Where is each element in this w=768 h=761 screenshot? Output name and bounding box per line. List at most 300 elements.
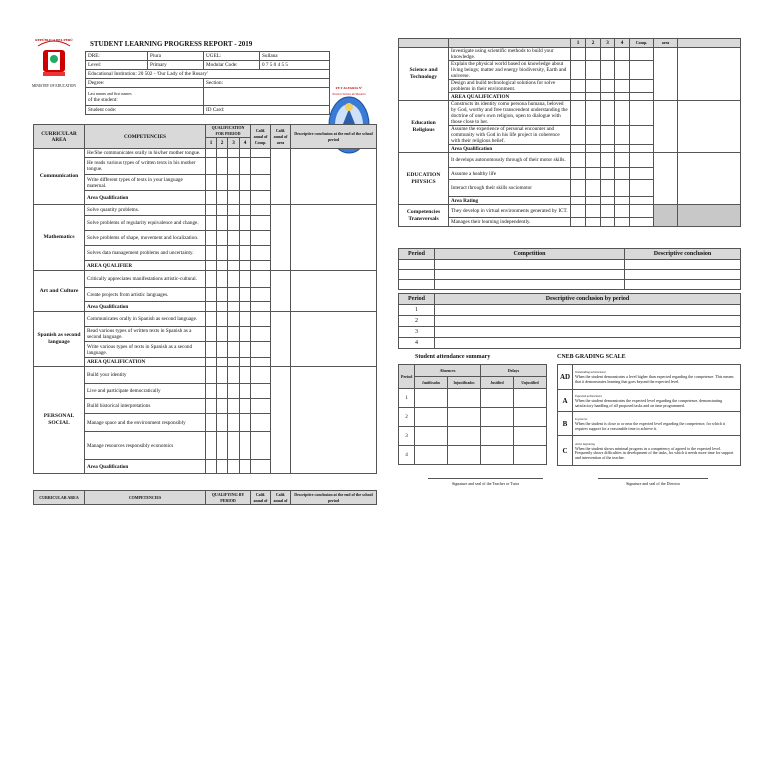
- annual-comp-cell[interactable]: [251, 158, 271, 175]
- grade-cell-period-2[interactable]: [586, 126, 601, 145]
- annual-area-cell[interactable]: [271, 312, 291, 367]
- annual-comp-cell[interactable]: [251, 205, 271, 216]
- grade-cell-period-3[interactable]: [601, 180, 615, 197]
- att-cell[interactable]: [481, 427, 514, 446]
- annual-comp-cell[interactable]: [251, 384, 271, 399]
- grade-cell-period-2[interactable]: [217, 342, 228, 358]
- att-cell[interactable]: [415, 408, 448, 427]
- comp-period-hdr: Period: [399, 249, 435, 260]
- grade-cell-period-2[interactable]: [217, 367, 228, 384]
- grade-cell-period-2[interactable]: [586, 205, 601, 218]
- grade-cell-period-3[interactable]: [228, 384, 240, 399]
- grade-cell-period-1[interactable]: [571, 168, 586, 180]
- annual-comp-cell[interactable]: [251, 327, 271, 342]
- comp-cell[interactable]: [625, 280, 741, 290]
- grade-cell-period-4[interactable]: [240, 216, 251, 231]
- grade-cell-period-3[interactable]: [601, 153, 615, 168]
- grading-scale-table: [557, 364, 741, 466]
- grade-cell-period-1[interactable]: [206, 205, 217, 216]
- science-rows: [399, 48, 741, 101]
- annual-comp-cell[interactable]: [251, 271, 271, 288]
- rhdr-blank-desc: [678, 39, 741, 48]
- annual-comp-cell[interactable]: [251, 175, 271, 191]
- grade-cell-period-1[interactable]: [571, 218, 586, 227]
- grade-cell-period-3[interactable]: [228, 261, 240, 271]
- grade-cell-period-4[interactable]: [240, 460, 251, 474]
- grade-cell-period-3[interactable]: [601, 80, 615, 93]
- grade-cell-period-2[interactable]: [217, 246, 228, 261]
- att-cell[interactable]: [481, 389, 514, 408]
- descriptive-conclusion-cell[interactable]: [291, 367, 377, 474]
- grade-cell-period-2[interactable]: [586, 197, 601, 205]
- grade-cell-period-4[interactable]: [615, 205, 630, 218]
- annual-comp-cell[interactable]: [630, 48, 654, 61]
- grade-cell-period-4[interactable]: [615, 145, 630, 153]
- grade-cell-period-3[interactable]: [228, 302, 240, 312]
- att-cell[interactable]: [481, 408, 514, 427]
- grade-cell-period-4[interactable]: [240, 175, 251, 191]
- grade-cell-period-3[interactable]: [228, 231, 240, 246]
- annual-comp-cell[interactable]: [251, 191, 271, 205]
- att-cell[interactable]: [514, 427, 547, 446]
- period-conclusion-cell[interactable]: [435, 327, 741, 338]
- grade-cell-period-4[interactable]: [240, 358, 251, 367]
- descriptive-conclusion-cell[interactable]: [291, 205, 377, 271]
- hdr-competencies: COMPETENCIES: [85, 125, 206, 149]
- grade-cell-period-1[interactable]: [571, 197, 586, 205]
- grade-cell-period-4[interactable]: [240, 158, 251, 175]
- grade-cell-period-1[interactable]: [571, 80, 586, 93]
- grade-cell-period-4[interactable]: [615, 218, 630, 227]
- grade-cell-period-3[interactable]: [228, 432, 240, 460]
- grade-cell-period-1[interactable]: [206, 460, 217, 474]
- grade-text-b: When the student is close to or near the expected level regarding the competence, for which it requires support for a reasonable time to achieve it.: [575, 420, 726, 431]
- grade-cell-period-3[interactable]: [601, 48, 615, 61]
- period-conclusion-cell[interactable]: [435, 316, 741, 327]
- att-delays-hdr: Delays: [481, 365, 547, 377]
- grade-cell-period-3[interactable]: [228, 246, 240, 261]
- footer-descriptive: Descriptive conclusion at the end of the school period: [291, 491, 377, 505]
- att-cell[interactable]: [448, 389, 481, 408]
- area-name-spanish: Spanish as second language: [34, 312, 85, 367]
- grade-cell-period-3[interactable]: [228, 149, 240, 158]
- grade-cell-period-2[interactable]: [217, 414, 228, 432]
- descriptive-conclusion-cell[interactable]: [678, 48, 741, 101]
- grade-cell-period-3[interactable]: [601, 205, 615, 218]
- annual-comp-cell[interactable]: [630, 168, 654, 180]
- grade-cell-period-1[interactable]: [206, 367, 217, 384]
- attendance-title: Student attendance summary: [415, 354, 491, 360]
- period-row-1: 1: [399, 305, 435, 316]
- grade-cell-period-2[interactable]: [217, 302, 228, 312]
- area-name-personal: PERSONAL SOCIAL: [34, 367, 85, 474]
- comp-cell[interactable]: [435, 260, 625, 270]
- grade-cell-period-2[interactable]: [586, 168, 601, 180]
- grade-cell-period-2[interactable]: [217, 288, 228, 302]
- descriptive-conclusion-cell[interactable]: [678, 205, 741, 227]
- annual-comp-cell[interactable]: [630, 101, 654, 126]
- grade-cell-period-4[interactable]: [240, 271, 251, 288]
- area-name-math: Mathematics: [34, 205, 85, 271]
- grade-cell-period-2[interactable]: [217, 149, 228, 158]
- grade-cell-period-4[interactable]: [240, 367, 251, 384]
- grade-cell-period-1[interactable]: [206, 384, 217, 399]
- competency-text: He/She communicates orally in his/her mother tongue.: [85, 149, 206, 158]
- grade-cell-period-3[interactable]: [601, 197, 615, 205]
- competency-row: [34, 312, 377, 327]
- grade-cell-period-1[interactable]: [571, 101, 586, 126]
- grade-cell-period-2[interactable]: [217, 460, 228, 474]
- period-conclusion-cell[interactable]: [435, 305, 741, 316]
- grade-cell-period-2[interactable]: [586, 101, 601, 126]
- grade-tag-a: Expected achievement: [575, 393, 602, 398]
- period-row-4: 4: [399, 338, 435, 349]
- grade-cell-period-3[interactable]: [601, 145, 615, 153]
- grade-cell-period-3[interactable]: [228, 288, 240, 302]
- grade-cell-period-4[interactable]: [240, 327, 251, 342]
- grade-cell-period-1[interactable]: [206, 358, 217, 367]
- grade-cell-period-3[interactable]: [228, 175, 240, 191]
- competency-row: [34, 367, 377, 384]
- footer-area: CURRICULAR AREA: [34, 491, 85, 505]
- grade-tag-ad: Outstanding achievement: [575, 370, 606, 375]
- comp-cell[interactable]: [399, 260, 435, 270]
- att-period-hdr: Period: [399, 365, 415, 389]
- annual-area-cell[interactable]: [654, 205, 678, 227]
- annual-comp-cell[interactable]: [251, 216, 271, 231]
- grade-cell-period-1[interactable]: [571, 153, 586, 168]
- competency-text: Assume the experience of personal encounter and community with God in his life project in coherence with their religious belief.: [449, 126, 571, 145]
- area-name-art: Art and Culture: [34, 271, 85, 312]
- area-name-science: Science and Technology: [399, 48, 449, 101]
- att-cell[interactable]: [514, 446, 547, 465]
- grade-cell-period-2[interactable]: [217, 158, 228, 175]
- annual-area-cell[interactable]: [654, 153, 678, 205]
- grade-cell-period-4[interactable]: [615, 153, 630, 168]
- student-info-table: [85, 51, 330, 115]
- grade-cell-period-3[interactable]: [228, 327, 240, 342]
- grade-cell-period-3[interactable]: [228, 312, 240, 327]
- footer-calif-area: Calif. anual of: [271, 491, 291, 505]
- annual-comp-cell[interactable]: [630, 126, 654, 145]
- level-label: Level:: [86, 61, 148, 70]
- grade-cell-period-2[interactable]: [586, 180, 601, 197]
- grade-cell-period-4[interactable]: [240, 432, 251, 460]
- att-cell[interactable]: [415, 389, 448, 408]
- annual-comp-cell[interactable]: [251, 288, 271, 302]
- rhdr-comp: Comp.: [630, 39, 654, 48]
- area-qualification-label: Area Qualification: [85, 460, 206, 474]
- degree-label: Degree:: [86, 79, 204, 88]
- competency-row: [399, 48, 741, 61]
- grade-cell-period-4[interactable]: [615, 197, 630, 205]
- grade-cell-period-2[interactable]: [586, 218, 601, 227]
- grade-cell-period-2[interactable]: [586, 93, 601, 101]
- annual-comp-cell[interactable]: [630, 80, 654, 93]
- grade-cell-period-1[interactable]: [571, 205, 586, 218]
- grade-cell-period-2[interactable]: [586, 80, 601, 93]
- grade-cell-period-2[interactable]: [217, 191, 228, 205]
- grade-cell-period-4[interactable]: [240, 312, 251, 327]
- level-value: Primary: [148, 61, 204, 70]
- grade-desc-c: [573, 436, 741, 466]
- competency-text: Communicates orally in Spanish as second language.: [85, 312, 206, 327]
- comp-cell[interactable]: [625, 260, 741, 270]
- att-cell[interactable]: [415, 446, 448, 465]
- grade-cell-period-2[interactable]: [586, 48, 601, 61]
- grade-cell-period-3[interactable]: [228, 342, 240, 358]
- hdr-qualification: QUALIFICATION FOR PERIOD: [206, 125, 251, 138]
- hdr-calif-comp: Calif. anual of Comp.: [251, 125, 271, 149]
- grade-cell-period-4[interactable]: [240, 399, 251, 414]
- grade-cell-period-2[interactable]: [217, 399, 228, 414]
- grade-cell-period-2[interactable]: [217, 432, 228, 460]
- rhdr-area: area: [654, 39, 678, 48]
- grade-cell-period-3[interactable]: [601, 93, 615, 101]
- grade-cell-period-4[interactable]: [615, 180, 630, 197]
- att-cell[interactable]: [448, 408, 481, 427]
- grade-cell-period-3[interactable]: [601, 218, 615, 227]
- ugel-label: UGEL:: [204, 52, 260, 61]
- annual-comp-cell[interactable]: [630, 61, 654, 80]
- comp-competition-hdr: Competition: [435, 249, 625, 260]
- annual-comp-cell[interactable]: [251, 432, 271, 460]
- area-qualification-label: AREA QUALIFICATION: [449, 93, 571, 101]
- annual-comp-cell[interactable]: [251, 367, 271, 384]
- competency-text: Explain the physical world based on knowledge about living beings; matter and energy biodiversity, Earth and universe.: [449, 61, 571, 80]
- att-cell[interactable]: [415, 427, 448, 446]
- grade-cell-period-4[interactable]: [615, 168, 630, 180]
- att-row-4: 4: [399, 446, 415, 465]
- annual-comp-cell[interactable]: [630, 205, 654, 218]
- left-grades-table: [33, 124, 377, 474]
- footer-calif-comp: Calif. anual of: [251, 491, 271, 505]
- competency-text: Solve problems of shape, movement and localization.: [85, 231, 206, 246]
- annual-comp-cell[interactable]: [251, 414, 271, 432]
- grade-cell-period-4[interactable]: [240, 149, 251, 158]
- grade-cell-period-3[interactable]: [601, 168, 615, 180]
- grade-cell-period-4[interactable]: [240, 231, 251, 246]
- annual-comp-cell[interactable]: [630, 145, 654, 153]
- grade-text-a: When the student demonstrates the expected level regarding the competence, demonstrating satisfactory handling of all proposed tasks and on time programmed.: [575, 397, 723, 408]
- annual-comp-cell[interactable]: [251, 342, 271, 358]
- grade-cell-period-1[interactable]: [206, 175, 217, 191]
- footer-competencies: COMPETENCIES: [85, 491, 206, 505]
- grade-cell-period-4[interactable]: [615, 48, 630, 61]
- annual-area-cell[interactable]: [271, 367, 291, 474]
- grade-cell-period-1[interactable]: [206, 158, 217, 175]
- grade-cell-period-1[interactable]: [571, 180, 586, 197]
- grade-cell-period-3[interactable]: [228, 191, 240, 205]
- comp-descriptive-hdr: Descriptive conclusion: [625, 249, 741, 260]
- grade-cell-period-4[interactable]: [240, 414, 251, 432]
- grade-desc-a: [573, 390, 741, 412]
- grade-cell-period-1[interactable]: [206, 271, 217, 288]
- grade-cell-period-3[interactable]: [601, 101, 615, 126]
- descriptive-conclusion-cell[interactable]: [291, 271, 377, 312]
- competency-text: Constructs its identity como persona humana, beloved by God, worthy and free transcendent understanding the doctrine of one's own religion, open to dialogue with those close to her.: [449, 101, 571, 126]
- grade-cell-period-2[interactable]: [586, 153, 601, 168]
- physics-rows: [399, 153, 741, 205]
- annual-comp-cell[interactable]: [630, 180, 654, 197]
- grade-cell-period-4[interactable]: [240, 342, 251, 358]
- grade-cell-period-1[interactable]: [206, 399, 217, 414]
- grade-cell-period-3[interactable]: [601, 61, 615, 80]
- grade-cell-period-2[interactable]: [217, 175, 228, 191]
- grade-cell-period-4[interactable]: [240, 205, 251, 216]
- att-unjustified-hdr: Unjustified: [514, 377, 547, 389]
- descriptive-conclusion-cell[interactable]: [678, 101, 741, 153]
- grade-cell-period-1[interactable]: [206, 149, 217, 158]
- grade-cell-period-4[interactable]: [615, 93, 630, 101]
- grade-cell-period-4[interactable]: [615, 61, 630, 80]
- grade-cell-period-1[interactable]: [206, 302, 217, 312]
- annual-comp-cell[interactable]: [251, 460, 271, 474]
- annual-comp-cell[interactable]: [630, 197, 654, 205]
- student-name-field[interactable]: [204, 88, 330, 106]
- grade-cell-period-4[interactable]: [615, 101, 630, 126]
- competency-text: Manages their learning independently.: [449, 218, 571, 227]
- annual-area-cell[interactable]: [271, 271, 291, 312]
- grade-cell-period-3[interactable]: [228, 367, 240, 384]
- hdr-period-4: 4: [240, 138, 251, 149]
- grade-cell-period-2[interactable]: [586, 145, 601, 153]
- annual-comp-cell[interactable]: [251, 261, 271, 271]
- att-unjustified-a-hdr: Injustificados: [448, 377, 481, 389]
- annual-comp-cell[interactable]: [251, 149, 271, 158]
- att-cell[interactable]: [448, 427, 481, 446]
- annual-comp-cell[interactable]: [630, 218, 654, 227]
- hdr-period-2: 2: [217, 138, 228, 149]
- descriptive-conclusion-cell[interactable]: [291, 312, 377, 367]
- att-cell[interactable]: [481, 446, 514, 465]
- grade-cell-period-3[interactable]: [228, 414, 240, 432]
- annual-comp-cell[interactable]: [251, 358, 271, 367]
- grade-cell-period-4[interactable]: [240, 261, 251, 271]
- grade-cell-period-3[interactable]: [601, 126, 615, 145]
- competency-text: Investigate using scientific methods to build your knowledge.: [449, 48, 571, 61]
- ministry-logo: [34, 36, 74, 90]
- grade-cell-period-2[interactable]: [217, 384, 228, 399]
- grade-cell-period-3[interactable]: [228, 399, 240, 414]
- annual-area-cell[interactable]: [271, 205, 291, 271]
- att-cell[interactable]: [448, 446, 481, 465]
- grade-cell-period-4[interactable]: [240, 288, 251, 302]
- grade-cell-period-4[interactable]: [240, 246, 251, 261]
- grade-cell-period-4[interactable]: [240, 191, 251, 205]
- grade-cell-period-1[interactable]: [206, 246, 217, 261]
- grade-cell-period-2[interactable]: [586, 61, 601, 80]
- annual-area-cell[interactable]: [654, 101, 678, 153]
- modular-value: 0 7 5 0 4 5 5: [260, 61, 330, 70]
- grade-cell-period-3[interactable]: [228, 460, 240, 474]
- grade-cell-period-1[interactable]: [206, 312, 217, 327]
- grade-desc-ad: [573, 365, 741, 390]
- att-cell[interactable]: [514, 408, 547, 427]
- annual-comp-cell[interactable]: [251, 246, 271, 261]
- competency-text: It develops autonomously through of their motor skills.: [449, 153, 571, 168]
- comp-cell[interactable]: [399, 270, 435, 280]
- grade-cell-period-4[interactable]: [240, 302, 251, 312]
- grade-cell-period-2[interactable]: [217, 216, 228, 231]
- competency-row: [34, 205, 377, 216]
- rhdr-blank-area: [399, 39, 449, 48]
- annual-area-cell[interactable]: [654, 48, 678, 101]
- grade-text-ad: When the student demonstrates a level higher than expected regarding the competence. This means that it demonstrates learning that goes beyond the expected level.: [575, 374, 734, 384]
- comp-cell[interactable]: [435, 280, 625, 290]
- grade-text-c: When the student shows minimal progress in a competency of agreed to the expected level. Frequently shows difficulties in development of the tasks, for which it needs more time for support and intervention of the teacher.: [575, 445, 734, 460]
- period-conclusion-cell[interactable]: [435, 338, 741, 349]
- competency-text: Build your identity: [85, 367, 206, 384]
- grade-letter-b: B: [558, 412, 573, 436]
- grade-cell-period-1[interactable]: [206, 216, 217, 231]
- grade-cell-period-1[interactable]: [206, 327, 217, 342]
- grade-cell-period-1[interactable]: [206, 414, 217, 432]
- grade-cell-period-3[interactable]: [228, 205, 240, 216]
- annual-comp-cell[interactable]: [251, 399, 271, 414]
- grade-cell-period-1[interactable]: [571, 48, 586, 61]
- grade-cell-period-2[interactable]: [217, 271, 228, 288]
- grade-cell-period-3[interactable]: [228, 216, 240, 231]
- grade-cell-period-2[interactable]: [217, 231, 228, 246]
- grade-cell-period-1[interactable]: [206, 191, 217, 205]
- att-justified2-hdr: Justified: [481, 377, 514, 389]
- competency-text: Write different types of texts in your language maternal.: [85, 175, 206, 191]
- area-qualification-label: Area Qualification: [85, 302, 206, 312]
- grade-cell-period-1[interactable]: [571, 145, 586, 153]
- grade-cell-period-1[interactable]: [206, 432, 217, 460]
- comp-cell[interactable]: [435, 270, 625, 280]
- grade-cell-period-2[interactable]: [217, 327, 228, 342]
- grade-cell-period-2[interactable]: [217, 312, 228, 327]
- att-row-2: 2: [399, 408, 415, 427]
- grade-cell-period-1[interactable]: [571, 61, 586, 80]
- annual-comp-cell[interactable]: [630, 153, 654, 168]
- grade-cell-period-1[interactable]: [206, 288, 217, 302]
- grade-cell-period-2[interactable]: [217, 358, 228, 367]
- descriptive-conclusion-cell[interactable]: [678, 153, 741, 205]
- grade-cell-period-3[interactable]: [228, 358, 240, 367]
- annual-comp-cell[interactable]: [251, 312, 271, 327]
- grade-cell-period-2[interactable]: [217, 261, 228, 271]
- grade-cell-period-1[interactable]: [571, 126, 586, 145]
- grade-cell-period-4[interactable]: [615, 126, 630, 145]
- grade-cell-period-2[interactable]: [217, 205, 228, 216]
- annual-comp-cell[interactable]: [630, 93, 654, 101]
- grade-cell-period-4[interactable]: [615, 80, 630, 93]
- hdr-period-1: 1: [206, 138, 217, 149]
- annual-area-cell[interactable]: [271, 149, 291, 205]
- descriptive-conclusion-cell[interactable]: [291, 149, 377, 205]
- area-name-religious: Education Religious: [399, 101, 449, 153]
- annual-comp-cell[interactable]: [251, 231, 271, 246]
- competency-text: Solve quantity problems.: [85, 205, 206, 216]
- att-cell[interactable]: [514, 389, 547, 408]
- spanish-rows: [34, 312, 377, 367]
- grade-cell-period-3[interactable]: [228, 271, 240, 288]
- grade-cell-period-1[interactable]: [206, 261, 217, 271]
- grade-cell-period-3[interactable]: [228, 158, 240, 175]
- comp-cell[interactable]: [399, 280, 435, 290]
- grade-cell-period-1[interactable]: [206, 231, 217, 246]
- rhdr-period-2: 2: [586, 39, 601, 48]
- comp-cell[interactable]: [625, 270, 741, 280]
- area-name-communication: Communication: [34, 149, 85, 205]
- grade-cell-period-4[interactable]: [240, 384, 251, 399]
- annual-comp-cell[interactable]: [251, 302, 271, 312]
- grade-cell-period-1[interactable]: [571, 93, 586, 101]
- grade-cell-period-1[interactable]: [206, 342, 217, 358]
